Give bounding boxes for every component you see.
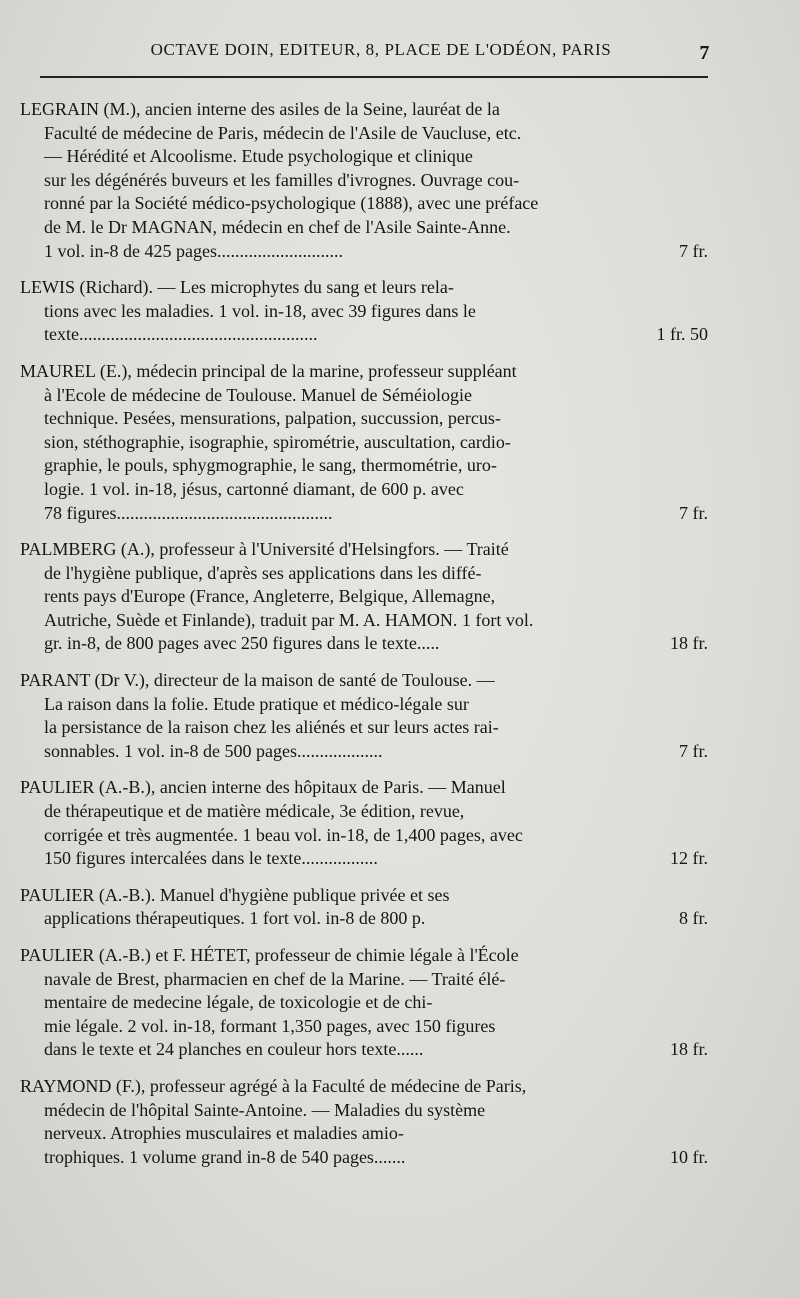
entry-price: 7 fr. [679, 502, 708, 523]
catalog-entry [20, 1075, 708, 1169]
entry-price: 10 fr. [670, 1146, 708, 1167]
entry-line: gr. in-8, de 800 pages avec 250 figures dans le texte..... 18 fr. [20, 632, 708, 656]
catalog-entry [20, 884, 708, 931]
entry-line: PARANT (Dr V.), directeur de la maison de santé de Toulouse. — [20, 670, 495, 691]
entry-price: 18 fr. [670, 1039, 708, 1060]
catalog-entry [20, 538, 708, 656]
catalog-entry [20, 944, 708, 1062]
entry-line: ronné par la Société médico-psychologique (1888), avec une préface [44, 193, 539, 214]
entry-line: nerveux. Atrophies musculaires et maladies amio- [44, 1123, 404, 1144]
entry-line: trophiques. 1 volume grand in-8 de 540 pages....... 10 fr. [20, 1146, 708, 1170]
running-header [20, 40, 708, 76]
catalog-entry [20, 98, 708, 263]
entry-line: sur les dégénérés buveurs et les familles d'ivrognes. Ouvrage cou- [44, 169, 520, 190]
entry-line: PALMBERG (A.), professeur à l'Université d'Helsingfors. — Traité [20, 539, 509, 560]
entry-price: 1 fr. 50 [656, 324, 708, 345]
entry-line: texte..................................................... 1 fr. 50 [20, 323, 708, 347]
entry-line: applications thérapeutiques. 1 fort vol. in-8 de 800 p. 8 fr. [20, 907, 708, 931]
entry-price: 12 fr. [670, 848, 708, 869]
entry-line: Autriche, Suède et Finlande), traduit par M. A. HAMON. 1 fort vol. [44, 609, 534, 630]
entry-price: 8 fr. [679, 908, 708, 929]
entry-line: La raison dans la folie. Etude pratique et médico-légale sur [44, 693, 469, 714]
entry-line: graphie, le pouls, sphygmographie, le sang, thermométrie, uro- [44, 455, 497, 476]
entry-line: MAUREL (E.), médecin principal de la marine, professeur suppléant [20, 360, 517, 381]
header-rule [40, 76, 708, 78]
catalog-entry [20, 776, 708, 870]
entry-price: 7 fr. [679, 240, 708, 261]
entry-line: la persistance de la raison chez les aliénés et sur leurs actes rai- [44, 717, 499, 738]
catalog-entry [20, 276, 708, 347]
entry-line: PAULIER (A.-B.) et F. HÉTET, professeur de chimie légale à l'École [20, 945, 519, 965]
entry-line: RAYMOND (F.), professeur agrégé à la Faculté de médecine de Paris, [20, 1075, 527, 1096]
entry-line: LEGRAIN (M.), ancien interne des asiles de la Seine, lauréat de la [20, 99, 500, 119]
entry-line: Faculté de médecine de Paris, médecin de l'Asile de Vaucluse, etc. [44, 122, 522, 143]
catalog-entries [20, 98, 708, 1169]
entry-line: tions avec les maladies. 1 vol. in-18, avec 39 figures dans le [44, 300, 476, 321]
entry-line: de l'hygiène publique, d'après ses applications dans les diffé- [44, 562, 482, 583]
entry-line: sion, stéthographie, isographie, spirométrie, auscultation, cardio- [44, 431, 511, 452]
entry-line: 150 figures intercalées dans le texte................. 12 fr. [20, 847, 708, 871]
page-number: 7 [699, 42, 710, 64]
entry-line: mentaire de medecine légale, de toxicologie et de chi- [44, 992, 433, 1013]
entry-line: dans le texte et 24 planches en couleur hors texte...... 18 fr. [20, 1038, 708, 1062]
entry-line: médecin de l'hôpital Sainte-Antoine. — Maladies du système [44, 1099, 486, 1120]
entry-line: logie. 1 vol. in-18, jésus, cartonné diamant, de 600 p. avec [44, 478, 464, 499]
catalog-entry [20, 360, 708, 525]
entry-line: de M. le Dr MAGNAN, médecin en chef de l'Asile Sainte-Anne. [44, 216, 511, 237]
entry-line: 78 figures................................................ 7 fr. [20, 502, 708, 526]
entry-line: technique. Pesées, mensurations, palpation, succussion, percus- [44, 408, 501, 429]
entry-line: PAULIER (A.-B.), ancien interne des hôpitaux de Paris. — Manuel [20, 777, 506, 798]
entry-price: 7 fr. [679, 740, 708, 761]
entry-price: 18 fr. [670, 633, 708, 654]
catalog-entry [20, 669, 708, 763]
entry-line: à l'Ecole de médecine de Toulouse. Manuel de Séméiologie [44, 384, 473, 405]
entry-line: de thérapeutique et de matière médicale, 3e édition, revue, [44, 801, 465, 822]
entry-line: sonnables. 1 vol. in-8 de 500 pages................... 7 fr. [20, 740, 708, 764]
entry-line: — Hérédité et Alcoolisme. Etude psychologique et clinique [44, 146, 473, 167]
entry-line: 1 vol. in-8 de 425 pages............................ 7 fr. [20, 240, 708, 264]
entry-line: LEWIS (Richard). — Les microphytes du sang et leurs rela- [20, 277, 454, 298]
entry-line: rents pays d'Europe (France, Angleterre, Belgique, Allemagne, [44, 586, 496, 607]
entry-line: PAULIER (A.-B.). Manuel d'hygiène publique privée et ses [20, 884, 450, 905]
entry-line: corrigée et très augmentée. 1 beau vol. in-18, de 1,400 pages, avec [44, 824, 523, 845]
entry-line: navale de Brest, pharmacien en chef de la Marine. — Traité élé- [44, 968, 506, 989]
publisher-header: OCTAVE DOIN, EDITEUR, 8, PLACE DE L'ODÉON, PARIS [150, 40, 612, 59]
entry-line: mie légale. 2 vol. in-18, formant 1,350 pages, avec 150 figures [44, 1015, 496, 1036]
